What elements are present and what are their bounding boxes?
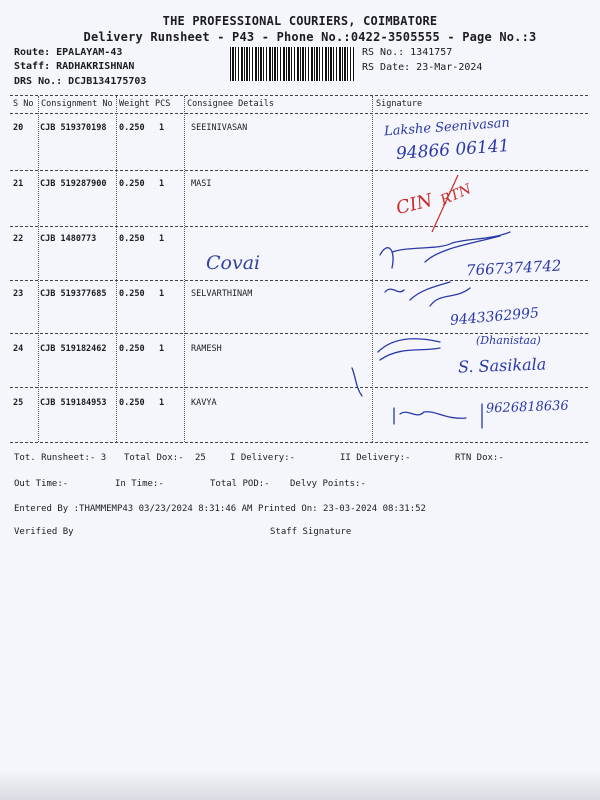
handwritten-location-note: Covai bbox=[206, 252, 261, 274]
row-weight: 0.250 bbox=[119, 234, 145, 244]
row-consignment: CJB 519287900 bbox=[40, 179, 107, 189]
row-sno: 25 bbox=[13, 398, 24, 408]
rtn-dox: RTN Dox:- bbox=[455, 453, 504, 463]
row-weight: 0.250 bbox=[119, 289, 145, 299]
i-delivery: I Delivery:- bbox=[230, 453, 296, 463]
row-consignee: RAMESH bbox=[191, 344, 222, 354]
printed-on: Printed On: 23-03-2024 08:31:52 bbox=[258, 504, 426, 514]
route-label: Route: EPALAYAM-43 bbox=[14, 47, 123, 58]
handwritten-phone: 94866 06141 bbox=[395, 136, 511, 164]
row-weight: 0.250 bbox=[119, 123, 145, 133]
row-pcs: 1 bbox=[159, 234, 165, 244]
row-pcs: 1 bbox=[159, 289, 165, 299]
col-header-signature: Signature bbox=[376, 99, 423, 109]
row-consignment: CJB 519370198 bbox=[40, 123, 107, 133]
row-consignee: MASI bbox=[191, 179, 212, 189]
handwritten-phone: 7667374742 bbox=[465, 256, 562, 280]
company-title: THE PROFESSIONAL COURIERS, COIMBATORE bbox=[162, 14, 438, 28]
handwritten-phone: 9443362995 bbox=[449, 305, 540, 329]
total-pod: Total POD:- bbox=[210, 479, 270, 489]
row-consignment: CJB 519377685 bbox=[40, 289, 107, 299]
row-consignment: CJB 519182462 bbox=[40, 344, 107, 354]
runsheet-title: Delivery Runsheet - P43 - Phone No.:0422-3505555 - Page No.:3 bbox=[83, 30, 537, 44]
row-pcs: 1 bbox=[159, 179, 165, 189]
total-dox-label: Total Dox:- bbox=[124, 453, 184, 463]
handwritten-note: (Dhanistaa) bbox=[476, 334, 541, 347]
rs-date: RS Date: 23-Mar-2024 bbox=[362, 62, 483, 73]
row-consignee: SEEINIVASAN bbox=[191, 123, 248, 133]
handwritten-phone: 9626818636 bbox=[485, 398, 569, 417]
verified-by: Verified By bbox=[14, 527, 74, 537]
handwritten-cin-mark: CIN bbox=[394, 189, 435, 220]
row-pcs: 1 bbox=[159, 123, 165, 133]
drs-number: DRS No.: DCJB134175703 bbox=[14, 76, 147, 87]
handwritten-signature: S. Sasikala bbox=[457, 354, 547, 377]
col-header-pcs: PCS bbox=[155, 99, 171, 109]
col-header-consignee: Consignee Details bbox=[187, 99, 274, 109]
row-weight: 0.250 bbox=[119, 344, 145, 354]
total-dox-value: 25 bbox=[195, 453, 206, 463]
scan-shadow bbox=[0, 770, 600, 800]
col-header-weight: Weight bbox=[119, 99, 150, 109]
handwritten-rtn-mark: RTN bbox=[438, 181, 474, 209]
handwritten-signature: Lakshe Seenivasan bbox=[383, 115, 511, 140]
out-time: Out Time:- bbox=[14, 479, 69, 489]
row-sno: 24 bbox=[13, 344, 24, 354]
staff-signature: Staff Signature bbox=[270, 527, 352, 537]
row-pcs: 1 bbox=[159, 344, 165, 354]
row-sno: 20 bbox=[13, 123, 24, 133]
entered-by: Entered By :THAMMEMP43 03/23/2024 8:31:46 AM bbox=[14, 504, 253, 514]
row-consignee: SELVARTHINAM bbox=[191, 289, 253, 299]
rs-number: RS No.: 1341757 bbox=[362, 47, 453, 58]
row-consignment: CJB 1480773 bbox=[40, 234, 97, 244]
delivery-points: Delvy Points:- bbox=[290, 479, 366, 489]
row-sno: 22 bbox=[13, 234, 24, 244]
col-header-sno: S No bbox=[13, 99, 34, 109]
row-pcs: 1 bbox=[159, 398, 165, 408]
row-sno: 21 bbox=[13, 179, 24, 189]
in-time: In Time:- bbox=[115, 479, 164, 489]
ii-delivery: II Delivery:- bbox=[340, 453, 411, 463]
row-weight: 0.250 bbox=[119, 179, 145, 189]
total-runsheet: Tot. Runsheet:- 3 bbox=[14, 453, 107, 463]
staff-label: Staff: RADHAKRISHNAN bbox=[14, 61, 135, 72]
row-consignment: CJB 519184953 bbox=[40, 398, 107, 408]
col-header-consignment: Consignment No bbox=[41, 99, 113, 109]
row-consignee: KAVYA bbox=[191, 398, 217, 408]
row-weight: 0.250 bbox=[119, 398, 145, 408]
row-sno: 23 bbox=[13, 289, 24, 299]
